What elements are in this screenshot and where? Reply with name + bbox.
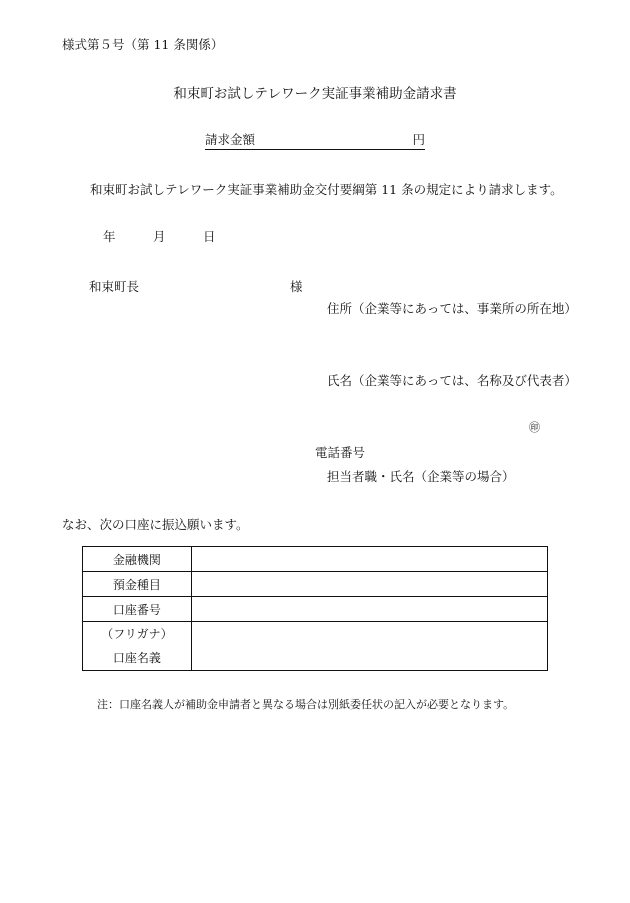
addressee: 和束町長 <box>89 279 140 294</box>
footnote: 注：口座名義人が補助金申請者と異なる場合は別紙委任状の記入が必要となります。 <box>97 698 515 711</box>
deposit-type-input-cell[interactable] <box>191 572 547 597</box>
date-year-label: 年 <box>103 229 116 244</box>
account-holder-label: 口座名義 <box>112 651 161 665</box>
claim-amount-field[interactable] <box>205 132 425 150</box>
account-number-input-cell[interactable] <box>191 597 547 622</box>
date-month-label: 月 <box>153 229 166 244</box>
account-holder-label-cell <box>83 622 192 671</box>
bank-label: 金融機関 <box>83 547 192 572</box>
account-holder-input-cell[interactable] <box>191 622 547 671</box>
claim-amount-label: 請求金額 <box>205 132 256 147</box>
table-row <box>83 597 548 622</box>
furigana-label: （フリガナ） <box>101 627 173 641</box>
bank-input-cell[interactable] <box>191 547 547 572</box>
form-number: 様式第５号（第 11 条関係） <box>62 37 224 52</box>
claim-statement: 和束町お試しテレワーク実証事業補助金交付要綱第 11 条の規定により請求します。 <box>90 182 563 197</box>
yen-unit: 円 <box>412 132 425 147</box>
applicant-name-label: 氏名（企業等にあっては、名称及び代表者） <box>327 373 577 388</box>
phone-number-label: 電話番号 <box>315 445 366 460</box>
seal-mark: ㊞ <box>529 421 540 434</box>
contact-person-label: 担当者職・氏名（企業等の場合） <box>327 469 515 484</box>
table-row <box>83 572 548 597</box>
table-row <box>83 622 548 671</box>
date-day-label: 日 <box>203 229 216 244</box>
deposit-type-label: 預金種目 <box>83 572 192 597</box>
addressee-honorific: 様 <box>290 279 303 294</box>
document-title: 和束町お試しテレワーク実証事業補助金請求書 <box>173 86 457 102</box>
table-row <box>83 547 548 572</box>
transfer-request-note: なお、次の口座に振込願います。 <box>62 517 249 532</box>
account-number-label: 口座番号 <box>83 597 192 622</box>
bank-account-table <box>82 546 548 671</box>
applicant-address-label: 住所（企業等にあっては、事業所の所在地） <box>327 301 577 316</box>
